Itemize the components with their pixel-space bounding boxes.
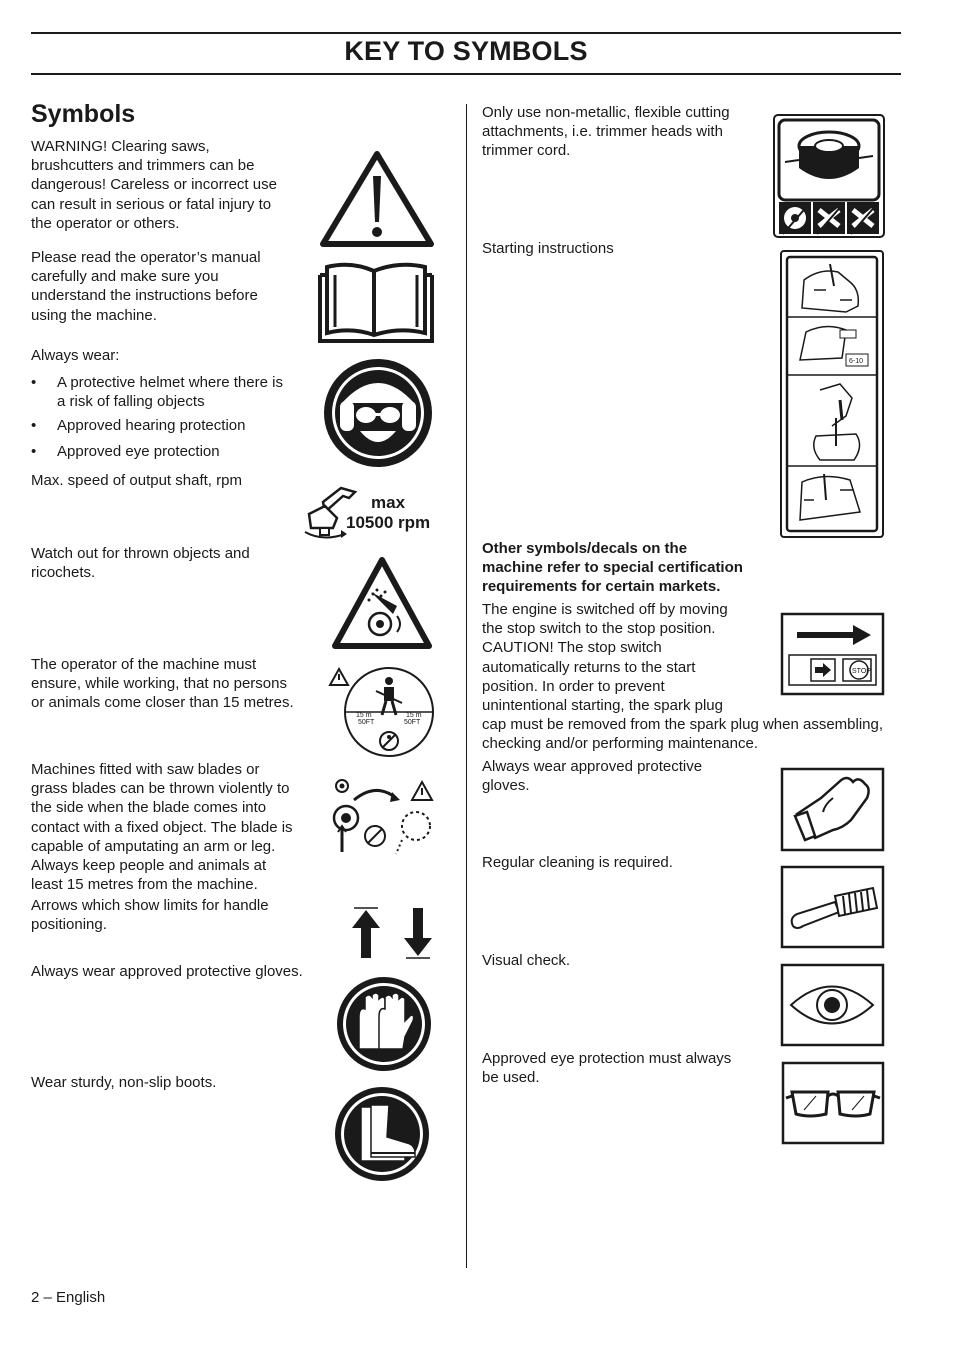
boots-text: Wear sturdy, non-slip boots. [31,1074,217,1091]
distance-label-left-m: 15 m [356,712,372,719]
visual-check-eye-icon [781,964,884,1046]
cleaning-brush-icon [781,866,884,948]
max-speed-icon [303,484,438,542]
rpm-label: 10500 rpm [346,513,431,532]
max-speed-text: Max. speed of output shaft, rpm [31,472,242,489]
visual-check-text: Visual check. [482,952,571,969]
column-divider [466,104,467,1268]
handle-limit-arrows-icon [348,906,434,960]
thrown-objects-text: Watch out for thrown objects and ricochets. [31,545,250,582]
starting-badge: 6-10 [849,358,864,365]
bullet-eye: • Approved eye protection [31,443,220,460]
stop-switch-decal-icon [781,613,884,695]
header-top-rule [31,32,901,34]
operator-manual-book-icon [317,261,435,345]
distance-label-left-ft: 50FT [358,719,375,726]
section-heading: Symbols [31,100,136,128]
arrows-text: Arrows which show limits for handle positioning. [31,897,269,934]
warning-triangle-icon [320,150,435,248]
distance-label-right-m: 15 m [406,712,422,719]
trimmer-head-decal-icon [773,114,885,238]
gloves-text-left: Always wear approved protective gloves. [31,963,303,980]
distance-text: The operator of the machine must ensure, while working, that no persons or animals come closer than 15 metres. [31,656,294,712]
max-label: max [371,493,406,512]
starting-instructions-text: Starting instructions [482,240,614,257]
warning-text: WARNING! Clearing saws, brushcutters and trimmers can be dangerous! Careless or incorrect use can result in serious or fatal injury to the operator or others. [31,138,277,232]
stop-label: STOP [852,668,871,675]
eye-protection-text: Approved eye protection must always be used. [482,1050,732,1087]
distance-label-right-ft: 50FT [404,719,421,726]
non-metallic-text: Only use non-metallic, flexible cutting attachments, i.e. trimmer heads with trimmer cord. [482,104,730,160]
bullet-helmet: • A protective helmet where there is a risk of falling objects [31,374,283,411]
starting-instructions-decal-icon [780,250,884,538]
page-title: KEY TO SYMBOLS [344,36,588,66]
gloves-decal-icon [781,768,884,851]
safety-distance-icon [328,665,436,759]
cleaning-text: Regular cleaning is required. [482,854,673,871]
protective-gloves-icon [335,975,433,1073]
manual-text: Please read the operator’s manual carefully and make sure you understand the instructions before using the machine. [31,249,261,324]
thrown-objects-warning-icon [331,556,433,651]
helmet-hearing-eye-protection-icon [322,357,434,469]
blade-text: Machines fitted with saw blades or grass blades can be thrown violently to the side when the blade comes into contact with a fixed object. The blade is capable of amputating an arm or leg. Always keep people and animals at least 15 metres from the machine. [31,761,293,894]
blade-thrust-warning-icon [330,778,436,858]
header-bottom-rule [31,73,901,75]
bullet-hearing: • Approved hearing protection [31,417,246,434]
gloves-text-right: Always wear approved protective gloves. [482,758,703,795]
non-slip-boots-icon [331,1085,433,1183]
always-wear-text: Always wear: [31,347,120,364]
eye-protection-goggles-icon [782,1062,884,1144]
engine-stop-text: The engine is switched off by moving the stop switch to the stop position. CAUTION! The stop switch automatically returns to the start position. In order to prevent unintentional starting, the spark plug cap must be removed from the spark plug when assembling, checking and/or performing maintenance. [482,601,884,753]
other-symbols-heading: Other symbols/decals on the machine refer to special certification requirements for certain markets. [482,540,743,596]
page-footer: 2 – English [31,1289,106,1306]
